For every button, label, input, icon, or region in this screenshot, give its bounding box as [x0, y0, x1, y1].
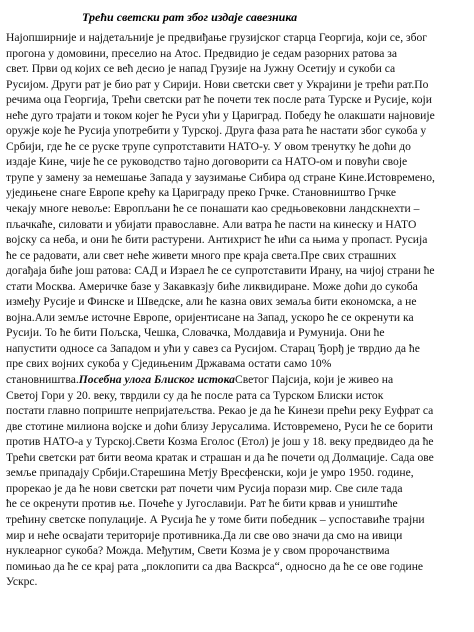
text-line: нуклеарног сукоба? Можда. Међутим, Свети Козма је у свом пророчанствима — [6, 544, 390, 558]
text-line: прогона у домовини, преселио на Атос. Предвидио је седам разорних ратова за — [6, 46, 397, 60]
text-line: свет. Први од којих се већ десио је напад Грузије на Јужну Осетију и сукоби са — [6, 62, 396, 76]
text-line: Србији, где ће се руске трупе супротставити НАТО-у. У овом тренутку ће доћи до — [6, 139, 411, 153]
text-line: чекају многе невоље: Европљани ће се понашати као средњовековни ландскнехти – — [6, 202, 420, 216]
text-line: Русијом. Други рат је био рат у Сирији. Нови светски свет у Украјини је трећи рат.По — [6, 77, 429, 91]
text-line: помињао да ће се крај рата „поклопити са два Васкрса“, односно да ће се ове године — [6, 559, 424, 573]
text-line: постати главно поприште непријатељства. Рекао је да ће Кинези прећи реку Еуфрат са — [6, 404, 434, 418]
text-line: две стотине милиона војске и доћи близу Јерусалима. Истовремено, Руси ће се борити — [6, 419, 433, 433]
text-line: уједињене снаге Европе крећу ка Цариграду преко Грчке. Становништво Грчке — [6, 186, 397, 200]
text-line: Ускрс. — [6, 575, 38, 589]
text-line: трећину светске популације. А Русија ће у томе бити победник – успоставиће трајни — [6, 512, 425, 526]
text-line-with-heading — [6, 372, 468, 388]
text-line: пре свих војних сукоба у Сједињеним Државама остати само 10% — [6, 357, 332, 371]
text-line: прорекао је да ће нови светски рат почети чим Русија порази мир. Све силе тада — [6, 481, 403, 495]
text-line: мир и неће освајати територије противника.Да ли све ово значи да смо на ивици — [6, 528, 403, 542]
text-line: догађаја биће још ратова: САД и Израел ће се супротставити Ирану, на чијој страни ће — [6, 264, 435, 278]
text-line: земље припадају Србији.Старешина Метју Вресфенски, који је умро 1950. године, — [6, 466, 414, 480]
text-line: напустити односе са Западом и ући у савез са Русијом. Старац Ђорђ је тврдио да ће — [6, 341, 420, 355]
text-line: трупе у замену за немешање Запада у заузимање Сибира од стране Кине.Истовремено, — [6, 170, 435, 184]
text-line: Светој Гори у 20. веку, тврдили су да ће после рата са Турском Блиски исток — [6, 388, 384, 402]
text-line: стати Москва. Америчке базе у Закавказју биће ликвидиране. Може доћи до сукоба — [6, 279, 418, 293]
text-line: Најопширније и најдетаљније је предвиђање грузијског старца Георгија, који се, због — [6, 31, 428, 44]
text-segment: Светог Пајсија, који је живео на — [234, 373, 394, 387]
page-title: Трећи светски рат због издаје савезника — [82, 10, 298, 24]
text-line: војна.Али земље источне Европе, оријентисане на Запад, ускоро ће се окренути ка — [6, 310, 414, 324]
text-line: ће се радовати, али свет неће живети много пре краја света.Пре свих страшних — [6, 248, 397, 262]
text-line: речима оца Георгија, Трећи светски рат ће почети тек после рата Турске и Русије, који — [6, 93, 432, 107]
text-line: оружје које ће Русија употребити у Турској. Друга фаза рата ће настати због сукоба у — [6, 124, 427, 138]
text-line: неће дуго трајати и током којег ће Руси ући у Цариград. Победу ће олакшати најновије — [6, 108, 435, 122]
text-line: војску са неба, и они ће бити растурени. Антихрист ће ићи са њима у пропаст. Русија — [6, 233, 428, 247]
body-text — [6, 30, 468, 590]
text-line: Трећи светски рат бити веома кратак и страшан и да ће почети од Долмације. Сада ове — [6, 450, 434, 464]
text-line: пљачкаће, силовати и убијати православне. Али ватра ће пасти на кинеску и НАТО — [6, 217, 417, 231]
text-line: издаје Кине, чије ће се руководство тајно договорити са НАТО-ом и повући своје — [6, 155, 408, 169]
text-line: Русији. То ће бити Пољска, Чешка, Словачка, Молдавија и Румунија. Они ће — [6, 326, 385, 340]
text-line: између Русије и Финске и Шведске, али ће казна ових земаља бити економска, а не — [6, 295, 417, 309]
text-segment: становништва. — [6, 373, 79, 387]
section-heading: Посебна улога Блиског истока — [78, 373, 235, 387]
text-line: ће се окренути против ње. Почеће у Југославији. Рат ће бити крвав и уништиће — [6, 497, 398, 511]
text-line: против НАТО-а у Турској.Свети Козма Еголос (Етол) је још у 18. веку предвидео да ће — [6, 435, 434, 449]
